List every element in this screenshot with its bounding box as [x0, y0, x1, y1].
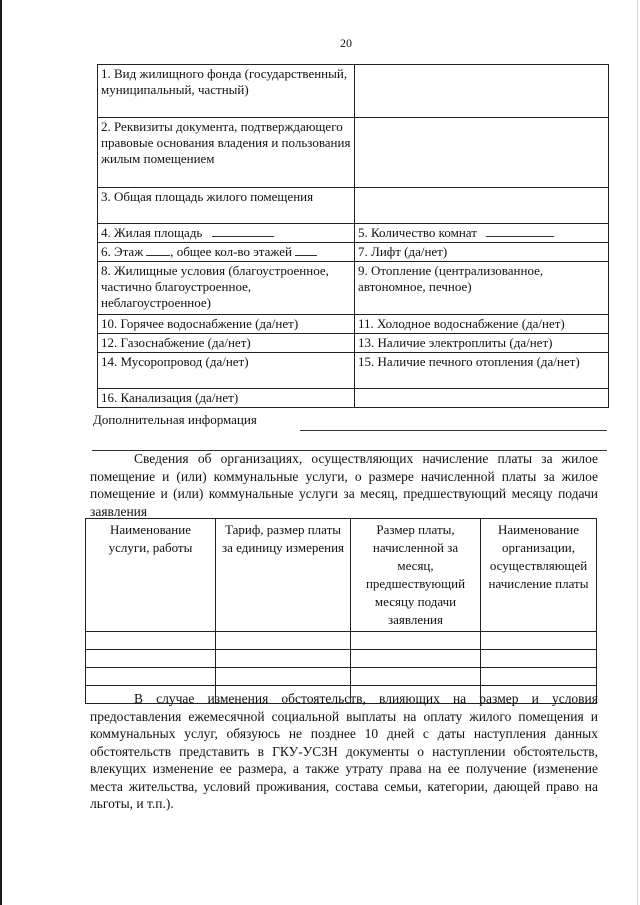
field-garbage-chute: 14. Мусоропровод (да/нет) — [98, 353, 355, 389]
table-cell[interactable] — [216, 632, 351, 650]
table-cell[interactable] — [86, 668, 216, 686]
total-floors-blank[interactable] — [295, 244, 317, 256]
field-sewerage-value[interactable] — [355, 389, 609, 408]
living-area-blank[interactable] — [212, 225, 274, 237]
field-rooms-count — [355, 224, 609, 243]
field-rooms-count-label: 5. Количество комнат — [358, 225, 477, 240]
page-number: 20 — [340, 36, 352, 50]
field-ownership-document-value[interactable] — [355, 118, 609, 188]
table-row — [98, 65, 609, 118]
additional-info-line[interactable] — [300, 430, 607, 431]
table-row — [98, 389, 609, 408]
column-header-organization: Наименование организации, осуществляющей начисление платы — [481, 519, 597, 632]
field-total-area-value[interactable] — [355, 188, 609, 224]
table-row — [98, 315, 609, 334]
table-row — [86, 668, 597, 686]
table-cell[interactable] — [351, 632, 481, 650]
field-heating: 9. Отопление (централизованное, автономное, печное) — [355, 262, 609, 315]
field-sewerage: 16. Канализация (да/нет) — [98, 389, 355, 408]
housing-info-table — [97, 64, 609, 408]
field-total-floors-label: , общее кол-во этажей — [170, 244, 292, 259]
table-cell[interactable] — [481, 650, 597, 668]
table-row — [86, 650, 597, 668]
organizations-table — [85, 518, 597, 704]
field-electric-stove: 13. Наличие электроплиты (да/нет) — [355, 334, 609, 353]
obligation-statement: В случае изменения обстоятельств, влияющих на размер и условия предоставления ежемесячной социальной выплаты на оплату жилого помещения и коммунальных услуг, обязуюсь не позднее 10 дней с даты наступления данных обстоятельств представить в ГКУ-УСЗН документы о наступлении обстоятельств, влекущих изменение ее размера, а также утрату права на ее получение (изменение места жительства, условий проживания, состава семьи, категории, дающей право на льготы, и т.п.). — [90, 691, 598, 811]
table-row — [98, 353, 609, 389]
table-cell[interactable] — [351, 668, 481, 686]
column-header-service: Наименование услуги, работы — [86, 519, 216, 632]
field-living-area — [98, 224, 355, 243]
scan-edge — [0, 0, 2, 905]
scan-edge-right — [637, 0, 638, 905]
table-cell[interactable] — [86, 632, 216, 650]
organizations-intro: Сведения об организациях, осуществляющих начисление платы за жилое помещение и (или) коммунальные услуги, о размере начисленной платы за жилое помещение и (или) коммунальные услуги за месяц, предшествующий месяцу подачи заявления — [90, 451, 598, 519]
field-hot-water: 10. Горячее водоснабжение (да/нет) — [98, 315, 355, 334]
table-cell[interactable] — [351, 650, 481, 668]
table-cell[interactable] — [481, 632, 597, 650]
field-cold-water: 11. Холодное водоснабжение (да/нет) — [355, 315, 609, 334]
table-row — [86, 632, 597, 650]
table-row — [98, 243, 609, 262]
table-row — [98, 334, 609, 353]
field-living-area-label: 4. Жилая площадь — [101, 225, 203, 240]
table-cell[interactable] — [481, 668, 597, 686]
floor-blank[interactable] — [146, 244, 170, 256]
field-total-area: 3. Общая площадь жилого помещения — [98, 188, 355, 224]
table-header-row — [86, 519, 597, 632]
column-header-charged-amount: Размер платы, начисленной за месяц, предшествующий месяцу подачи заявления — [351, 519, 481, 632]
table-row — [98, 262, 609, 315]
field-gas-supply: 12. Газоснабжение (да/нет) — [98, 334, 355, 353]
field-living-conditions: 8. Жилищные условия (благоустроенное, частично благоустроенное, неблагоустроенное) — [98, 262, 355, 315]
field-housing-type-value[interactable] — [355, 65, 609, 118]
table-cell[interactable] — [216, 650, 351, 668]
additional-info-label: Дополнительная информация — [93, 412, 257, 427]
table-row — [98, 224, 609, 243]
field-stove-heating: 15. Наличие печного отопления (да/нет) — [355, 353, 609, 389]
rooms-count-blank[interactable] — [486, 225, 554, 237]
table-row — [98, 118, 609, 188]
table-cell[interactable] — [216, 668, 351, 686]
field-floor-label: 6. Этаж — [101, 244, 144, 259]
field-ownership-document: 2. Реквизиты документа, подтверждающего правовые основания владения и пользования жилым помещением — [98, 118, 355, 188]
table-row — [98, 188, 609, 224]
field-elevator: 7. Лифт (да/нет) — [355, 243, 609, 262]
table-cell[interactable] — [86, 650, 216, 668]
column-header-tariff: Тариф, размер платы за единицу измерения — [216, 519, 351, 632]
field-floor — [98, 243, 355, 262]
field-housing-type: 1. Вид жилищного фонда (государственный, муниципальный, частный) — [98, 65, 355, 118]
